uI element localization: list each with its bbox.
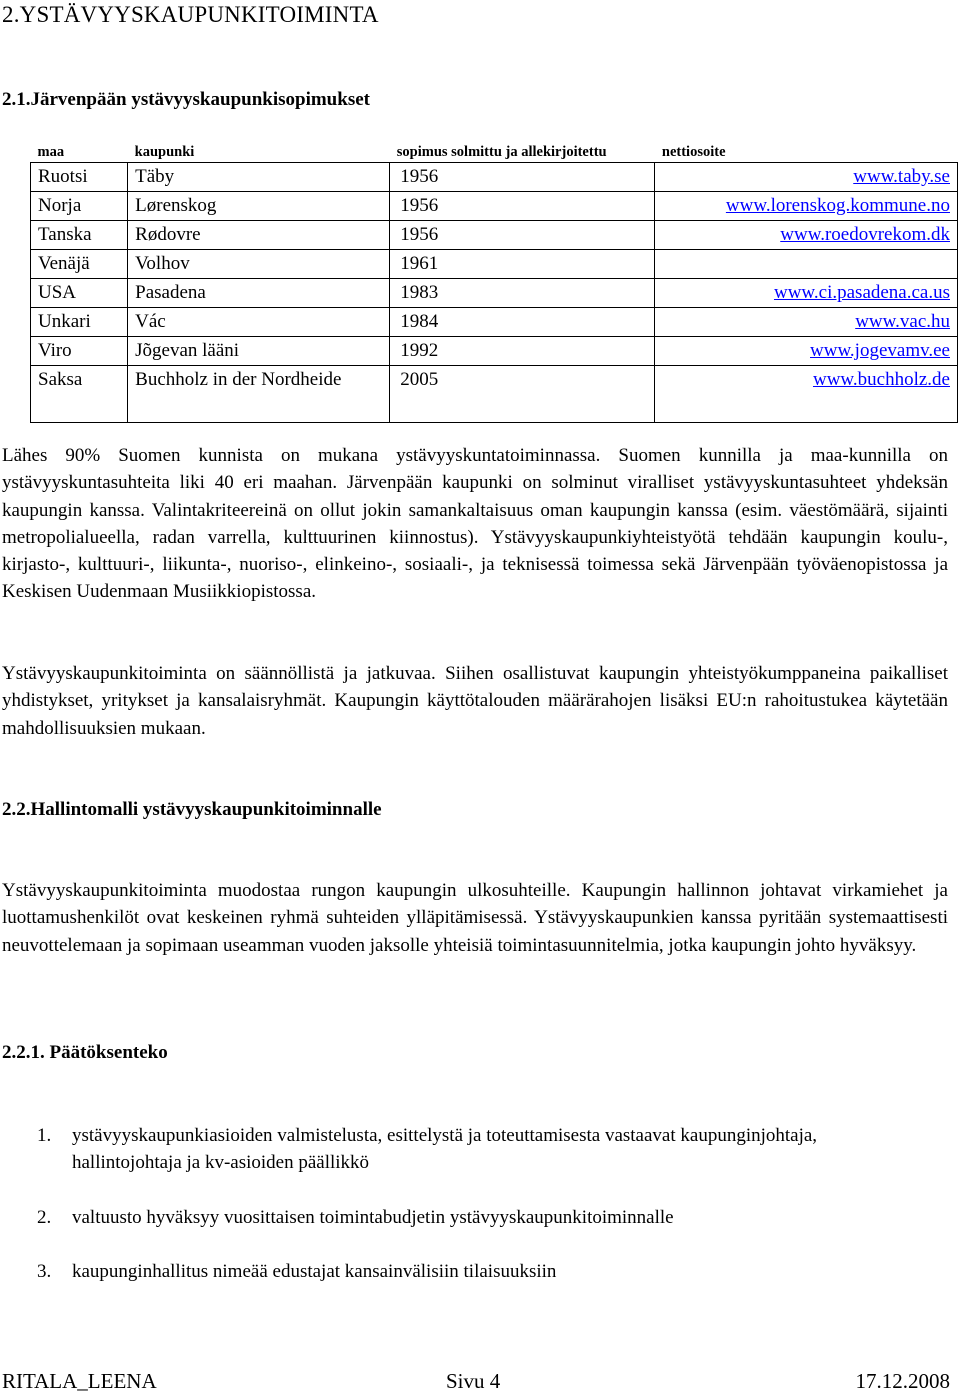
section-heading-2-2-1: 2.2.1. Päätöksenteko — [2, 1042, 168, 1063]
cell-year: 2005 — [390, 366, 655, 423]
cell-city: Rødovre — [128, 221, 390, 250]
document-title: 2.YSTÄVYYSKAUPUNKITOIMINTA — [2, 2, 379, 27]
footer-date: 17.12.2008 — [855, 1369, 950, 1393]
table-row — [31, 337, 958, 366]
footer-author: RITALA_LEENA — [2, 1369, 157, 1393]
header-country: maa — [37, 144, 65, 160]
decision-list — [30, 1122, 930, 1312]
paragraph-twin-towns-intro: Lähes 90% Suomen kunnista on mukana ystävyyskuntatoiminnassa. Suomen kunnilla ja maa-kunnilla on ystävyyskuntasuhteita liki 40 eri maahan. Järvenpään kaupunki on solminut viralliset ystävyyskuntasuhteet yhdeksän kaupungin kanssa. Valintakriteereinä on ollut jokin samankaltaisuus oman kaupungin kanssa (esim. väestömäärä, sijainti metropolialueella, radan varrella, kulttuurinen kiinnostus). Ystävyyskaupunkiyhteistyötä tehdään kaupungin koulu-, kirjasto-, kulttuuri-, liikunta-, nuoriso-, elinkeino-, sosiaali-, ja teknisessä toimessa sekä Järvenpään työväenopistossa ja Keskisen Uudenmaan Musiikkiopistossa. — [2, 445, 948, 603]
cell-year: 1984 — [390, 308, 655, 337]
list-item — [30, 1204, 930, 1231]
cell-country: USA — [31, 279, 128, 308]
cell-year: 1956 — [390, 163, 655, 192]
cell-country: Unkari — [31, 308, 128, 337]
list-item-number: 2. — [37, 1206, 52, 1228]
cell-country: Ruotsi — [31, 163, 128, 192]
list-item — [30, 1122, 930, 1177]
table-header-row — [31, 141, 958, 163]
table-row — [31, 221, 958, 250]
cell-country: Tanska — [31, 221, 128, 250]
table-row — [31, 163, 958, 192]
cell-city: Täby — [128, 163, 390, 192]
cell-year: 1983 — [390, 279, 655, 308]
cell-url-link[interactable]: www.ci.pasadena.ca.us — [655, 279, 958, 308]
cell-url-link[interactable]: www.vac.hu — [655, 308, 958, 337]
table-row — [31, 308, 958, 337]
list-item-number: 1. — [37, 1125, 52, 1146]
section-heading-2-2: 2.2.Hallintomalli ystävyyskaupunkitoiminnalle — [2, 799, 382, 820]
cell-city: Volhov — [128, 250, 390, 279]
cell-city: Pasadena — [128, 279, 390, 308]
paragraph-governance: Ystävyyskaupunkitoiminta muodostaa rungon kaupungin ulkosuhteille. Kaupungin hallinnon johtavat virkamiehet ja luottamushenkilöt ovat keskeinen ryhmä suhteiden ylläpitämisessä. Ystävyyskaupunkien kanssa pyritään systemaattisesti neuvottelemaan ja sopimaan useamman vuoden jaksolle yhteisiä toimintasuunnitelmia, jotka kaupungin johto hyväksyy. — [2, 880, 948, 956]
paragraph-regular-activity: Ystävyyskaupunkitoiminta on säännöllistä ja jatkuvaa. Siihen osallistuvat kaupungin yhteistyökumppaneina paikalliset yhdistykset, yritykset ja kansalaisryhmät. Kaupungin käyttötalouden määrärahojen lisäksi EU:n rahoitustukea käytetään mahdollisuuksien mukaan. — [2, 663, 948, 739]
cell-url-link[interactable]: www.taby.se — [655, 163, 958, 192]
cell-city: Buchholz in der Nordheide — [128, 366, 390, 423]
cell-url-empty — [655, 250, 958, 279]
cell-city: Lørenskog — [128, 192, 390, 221]
cell-url-link[interactable]: www.roedovrekom.dk — [655, 221, 958, 250]
list-item-text: ystävyyskaupunkiasioiden valmistelusta, esittelystä ja toteuttamisesta vastaavat kaupunginjohtaja, hallintojohtaja ja kv-asioiden päällikkö — [72, 1125, 818, 1174]
table-row — [31, 192, 958, 221]
footer-page-number: Sivu 4 — [446, 1369, 501, 1393]
cell-country: Norja — [31, 192, 128, 221]
list-item-number: 3. — [37, 1260, 52, 1282]
twin-towns-table — [30, 141, 958, 423]
section-heading-2-1: 2.1.Järvenpään ystävyyskaupunkisopimukset — [2, 89, 370, 110]
cell-year: 1961 — [390, 250, 655, 279]
header-agreement: sopimus solmittu ja allekirjoitettu — [396, 144, 607, 160]
cell-url-link[interactable]: www.jogevamv.ee — [655, 337, 958, 366]
header-city: kaupunki — [134, 144, 195, 160]
cell-country: Venäjä — [31, 250, 128, 279]
cell-city: Vác — [128, 308, 390, 337]
list-item — [30, 1258, 930, 1285]
cell-country: Viro — [31, 337, 128, 366]
cell-year: 1956 — [390, 221, 655, 250]
table-row — [31, 250, 958, 279]
cell-year: 1956 — [390, 192, 655, 221]
cell-url-link[interactable]: www.lorenskog.kommune.no — [655, 192, 958, 221]
header-website: nettiosoite — [661, 144, 726, 160]
list-item-text: kaupunginhallitus nimeää edustajat kansainvälisiin tilaisuuksiin — [72, 1260, 557, 1282]
cell-city: Jõgevan lääni — [128, 337, 390, 366]
cell-country: Saksa — [31, 366, 128, 423]
cell-year: 1992 — [390, 337, 655, 366]
cell-url-link[interactable]: www.buchholz.de — [655, 366, 958, 423]
list-item-text: valtuusto hyväksyy vuosittaisen toimintabudjetin ystävyyskaupunkitoiminnalle — [72, 1206, 674, 1228]
table-row — [31, 366, 958, 423]
table-row — [31, 279, 958, 308]
